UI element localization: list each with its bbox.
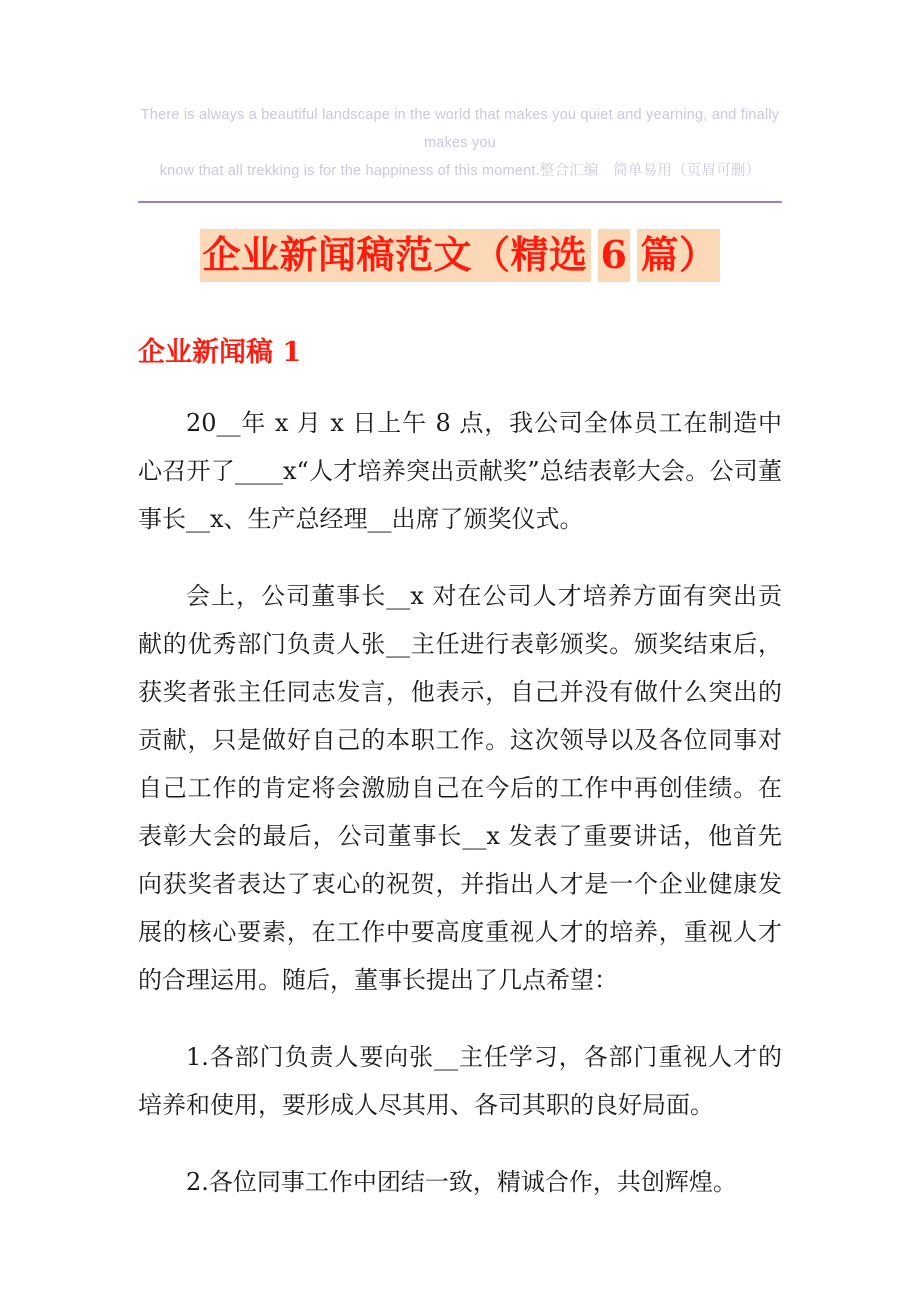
header-divider [138,201,782,203]
paragraph-4: 2.各位同事工作中团结一致，精诚合作，共创辉煌。 [186,1168,737,1196]
title-run-1: 企业新闻稿范文（精选 [200,229,591,282]
page-header [138,0,782,185]
document-title [138,230,782,279]
header-line-2: know that all trekking is for the happiness of this moment.整合汇编 简单易用（页眉可删） [159,163,761,179]
paragraph-1: 20__年 x 月 x 日上午 8 点，我公司全体员工在制造中心召开了____x“人才培养突出贡献奖”总结表彰大会。公司董事长__x、生产总经理__出席了颁奖仪式。 [138,409,782,533]
title-run-3: 篇） [637,229,720,282]
header-line-1: There is always a beautiful landscape in the world that makes you quiet and yearning, and finally makes you [140,107,780,151]
title-run-2: 6 [598,229,631,282]
document-content [138,0,782,1206]
paragraph-3: 1.各部门负责人要向张__主任学习，各部门重视人才的培养和使用，要形成人尽其用、各司其职的良好局面。 [138,1043,782,1119]
paragraph-2: 会上，公司董事长__x 对在公司人才培养方面有突出贡献的优秀部门负责人张__主任进行表彰颁奖。颁奖结束后，获奖者张主任同志发言，他表示，自己并没有做什么突出的贡献，只是做好自己的本职工作。这次领导以及各位同事对自己工作的肯定将会激励自己在今后的工作中再创佳绩。在表彰大会的最后，公司董事长__x 发表了重要讲话，他首先向获奖者表达了衷心的祝贺，并指出人才是一个企业健康发展的核心要素，在工作中要高度重视人才的培养，重视人才的合理运用。随后，董事长提出了几点希望： [138,582,782,994]
section-heading: 企业新闻稿 1 [138,337,302,368]
